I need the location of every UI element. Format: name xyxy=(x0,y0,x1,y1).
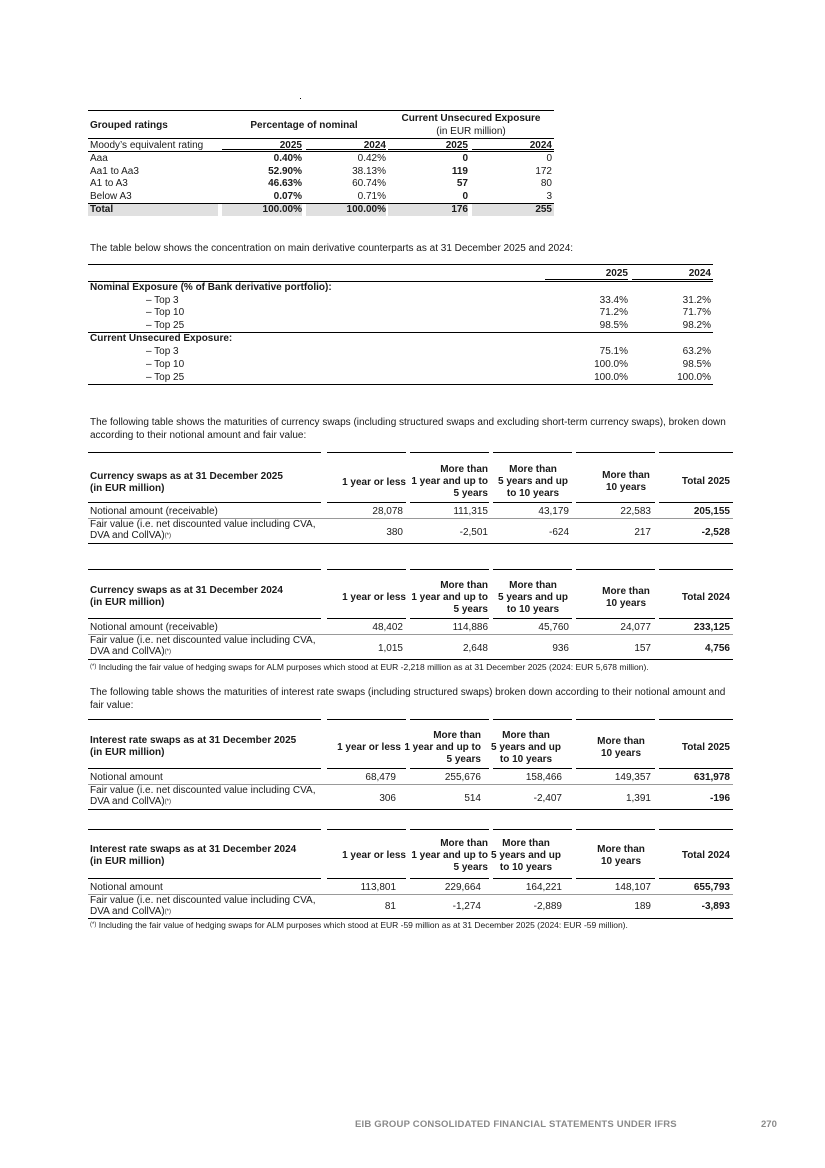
col-header-3: to 10 years xyxy=(499,862,553,873)
rating-value: 38.13% xyxy=(352,166,386,177)
cell-value: 68,479 xyxy=(365,772,396,783)
col-header-4: More than xyxy=(602,470,650,481)
rating-value: 3 xyxy=(546,191,552,202)
cell-value: 655,793 xyxy=(693,882,730,893)
col-header-total: Total 2025 xyxy=(681,742,730,753)
conc-value: 98.5% xyxy=(682,359,711,370)
interest-rate-swaps-2025-table xyxy=(0,719,825,814)
col-header-3: 5 years and up xyxy=(497,592,569,603)
cell-value: 1,391 xyxy=(625,793,651,804)
cell-value: -3,893 xyxy=(701,901,730,912)
table-title: Currency swaps as at 31 December 2025 xyxy=(90,471,283,482)
footnote: (*) Including the fair value of hedging swaps for ALM purposes which stood at EUR -59 million as at 31 December 2025 (2024: EUR -59 million). xyxy=(90,920,628,930)
conc-row-label: – Top 10 xyxy=(146,359,185,370)
total-value: 100.00% xyxy=(346,204,386,215)
header-grouped-ratings: Grouped ratings xyxy=(90,120,168,131)
cell-value: -2,889 xyxy=(533,901,562,912)
cell-value: 936 xyxy=(552,643,569,654)
col-header-3: More than xyxy=(502,838,550,849)
cell-value: 158,466 xyxy=(525,772,562,783)
col-header-1: 1 year or less xyxy=(342,477,406,488)
conc-value: 31.2% xyxy=(682,295,711,306)
rating-label: Aaa xyxy=(90,153,108,164)
currency-swaps-2025-table xyxy=(0,452,825,547)
table-title: Currency swaps as at 31 December 2024 xyxy=(90,585,283,596)
row-label: DVA and CollVA)(*) xyxy=(90,906,172,917)
row-label: Notional amount (receivable) xyxy=(90,622,218,633)
rating-label: Below A3 xyxy=(90,191,132,202)
col-header-2: 5 years xyxy=(446,754,481,765)
stray-dot xyxy=(300,98,301,99)
cell-value: 380 xyxy=(386,527,403,538)
col-header-total: Total 2024 xyxy=(681,850,730,861)
footnote: (*) Including the fair value of hedging swaps for ALM purposes which stood at EUR -2,218 million as at 31 December 2025 (2024: EUR 5,678 million). xyxy=(90,662,649,672)
paragraph: The table below shows the concentration on main derivative counterparts as at 31 December 2025 and 2024: xyxy=(90,243,574,254)
cell-value: 4,756 xyxy=(704,643,730,654)
col-header-3: More than xyxy=(509,580,557,591)
subheader-label: Moody’s equivalent rating xyxy=(90,140,204,151)
header-current-exposure-unit: (in EUR million) xyxy=(436,126,506,137)
cell-value: 28,078 xyxy=(372,506,403,517)
col-header-1: 1 year or less xyxy=(342,850,406,861)
cell-value: 205,155 xyxy=(693,506,730,517)
footer-title: EIB GROUP CONSOLIDATED FINANCIAL STATEMENTS UNDER IFRS xyxy=(355,1119,677,1130)
table-title-unit: (in EUR million) xyxy=(90,747,165,758)
cell-value: 45,760 xyxy=(538,622,569,633)
row-label: DVA and CollVA)(*) xyxy=(90,646,172,657)
col-header-2: 1 year and up to xyxy=(411,592,488,603)
rating-value: 57 xyxy=(456,178,468,189)
cell-value: 111,315 xyxy=(453,506,488,517)
col-header-2: 1 year and up to xyxy=(411,850,488,861)
cell-value: 229,664 xyxy=(444,882,481,893)
rating-value: 80 xyxy=(540,178,552,189)
cell-value: 24,077 xyxy=(620,622,651,633)
cell-value: 48,402 xyxy=(372,622,403,633)
conc-row-label: – Top 25 xyxy=(146,320,185,331)
cell-value: 114,886 xyxy=(452,622,488,633)
col-header-4: More than xyxy=(597,736,645,747)
cell-value: 306 xyxy=(379,793,396,804)
rating-value: 60.74% xyxy=(352,178,386,189)
year-col: 2024 xyxy=(363,140,386,151)
cell-value: 2,648 xyxy=(462,643,488,654)
cell-value: -624 xyxy=(548,527,569,538)
table-title-unit: (in EUR million) xyxy=(90,483,165,494)
total-value: 176 xyxy=(451,204,468,215)
rating-value: 172 xyxy=(535,166,552,177)
nominal-exposure-label: Nominal Exposure (% of Bank derivative portfolio): xyxy=(90,282,332,293)
current-exposure-label: Current Unsecured Exposure: xyxy=(90,333,233,344)
row-label: Notional amount xyxy=(90,882,163,893)
year-col: 2024 xyxy=(688,268,711,279)
col-header-3: to 10 years xyxy=(499,754,553,765)
rating-value: 0 xyxy=(462,191,468,202)
conc-row-label: – Top 10 xyxy=(146,307,185,318)
col-header-4: More than xyxy=(597,844,645,855)
col-header-4: More than xyxy=(602,586,650,597)
cell-value: 631,978 xyxy=(693,772,730,783)
total-label: Total xyxy=(90,204,114,215)
cell-value: -1,274 xyxy=(452,901,481,912)
interest-rate-swaps-2024-table xyxy=(0,829,825,924)
cell-value: 113,801 xyxy=(360,882,396,893)
conc-value: 98.5% xyxy=(599,320,628,331)
cell-value: 233,125 xyxy=(693,622,730,633)
row-label: DVA and CollVA)(*) xyxy=(90,530,172,541)
conc-value: 100.0% xyxy=(594,359,628,370)
page-number: 270 xyxy=(761,1119,777,1130)
year-col: 2024 xyxy=(529,140,552,151)
conc-value: 63.2% xyxy=(682,346,711,357)
conc-row-label: – Top 3 xyxy=(146,295,179,306)
cell-value: 164,221 xyxy=(525,882,562,893)
conc-row-label: – Top 25 xyxy=(146,372,185,383)
col-header-4: 10 years xyxy=(605,482,647,493)
col-header-3: 5 years and up xyxy=(497,476,569,487)
col-header-3: More than xyxy=(502,730,550,741)
table-title: Interest rate swaps as at 31 December 2025 xyxy=(90,735,297,746)
col-header-2: More than xyxy=(440,580,488,591)
cell-value: -2,528 xyxy=(701,527,730,538)
row-label: Fair value (i.e. net discounted value including CVA, xyxy=(90,635,316,646)
cell-value: 189 xyxy=(634,901,651,912)
col-header-1: 1 year or less xyxy=(337,742,401,753)
cell-value: 22,583 xyxy=(620,506,651,517)
col-header-2: More than xyxy=(440,838,488,849)
rating-value: 0 xyxy=(462,153,468,164)
table-title-unit: (in EUR million) xyxy=(90,856,165,867)
col-header-2: 5 years xyxy=(453,862,488,873)
row-label: Fair value (i.e. net discounted value including CVA, xyxy=(90,519,316,530)
conc-value: 71.7% xyxy=(682,307,711,318)
col-header-4: 10 years xyxy=(600,748,642,759)
conc-value: 71.2% xyxy=(599,307,628,318)
row-label: Notional amount xyxy=(90,772,163,783)
cell-value: 81 xyxy=(384,901,396,912)
cell-value: -196 xyxy=(709,793,730,804)
col-header-2: 5 years xyxy=(453,604,488,615)
currency-swaps-2024-table xyxy=(0,569,825,664)
conc-value: 98.2% xyxy=(682,320,711,331)
rating-label: Aa1 to Aa3 xyxy=(90,166,139,177)
rating-value: 46.63% xyxy=(268,178,302,189)
rating-value: 0.71% xyxy=(357,191,386,202)
rating-label: A1 to A3 xyxy=(90,178,128,189)
col-header-3: 5 years and up xyxy=(490,742,562,753)
cell-value: 148,107 xyxy=(614,882,651,893)
cell-value: 255,676 xyxy=(444,772,481,783)
cell-value: -2,501 xyxy=(459,527,488,538)
year-col: 2025 xyxy=(279,140,302,151)
col-header-3: to 10 years xyxy=(506,604,560,615)
cell-value: 514 xyxy=(464,793,481,804)
row-label: DVA and CollVA)(*) xyxy=(90,796,172,807)
rating-value: 0.40% xyxy=(273,153,302,164)
col-header-4: 10 years xyxy=(605,598,647,609)
col-header-total: Total 2024 xyxy=(681,592,730,603)
row-label: Fair value (i.e. net discounted value including CVA, xyxy=(90,785,316,796)
cell-value: 157 xyxy=(634,643,651,654)
col-header-2: 1 year and up to xyxy=(411,476,488,487)
cell-value: 1,015 xyxy=(377,643,403,654)
conc-value: 33.4% xyxy=(599,295,628,306)
cell-value: 217 xyxy=(634,527,651,538)
row-label: Fair value (i.e. net discounted value including CVA, xyxy=(90,895,316,906)
paragraph: The following table shows the maturities of currency swaps (including structured swaps and excluding short-term currency swaps), broken down according to their notional amount and fair value: xyxy=(90,417,726,441)
rating-value: 0.42% xyxy=(357,153,386,164)
rating-value: 119 xyxy=(451,166,468,177)
rating-value: 52.90% xyxy=(268,166,302,177)
table-title: Interest rate swaps as at 31 December 2024 xyxy=(90,844,297,855)
cell-value: 149,357 xyxy=(614,772,651,783)
col-header-4: 10 years xyxy=(600,856,642,867)
col-header-3: More than xyxy=(509,464,557,475)
col-header-3: to 10 years xyxy=(506,488,560,499)
cell-value: -2,407 xyxy=(533,793,562,804)
conc-row-label: – Top 3 xyxy=(146,346,179,357)
rating-value: 0 xyxy=(546,153,552,164)
total-value: 255 xyxy=(535,204,552,215)
total-value: 100.00% xyxy=(262,204,302,215)
table-title-unit: (in EUR million) xyxy=(90,597,165,608)
col-header-2: 1 year and up to xyxy=(404,742,481,753)
rating-value: 0.07% xyxy=(273,191,302,202)
col-header-2: More than xyxy=(440,464,488,475)
col-header-total: Total 2025 xyxy=(681,476,730,487)
col-header-2: More than xyxy=(433,730,481,741)
conc-value: 75.1% xyxy=(599,346,628,357)
col-header-2: 5 years xyxy=(453,488,488,499)
col-header-1: 1 year or less xyxy=(342,592,406,603)
year-col: 2025 xyxy=(445,140,468,151)
col-header-3: 5 years and up xyxy=(490,850,562,861)
year-col: 2025 xyxy=(605,268,628,279)
row-label: Notional amount (receivable) xyxy=(90,506,218,517)
cell-value: 43,179 xyxy=(538,506,569,517)
conc-value: 100.0% xyxy=(594,372,628,383)
header-current-exposure: Current Unsecured Exposure xyxy=(401,113,541,124)
conc-value: 100.0% xyxy=(677,372,711,383)
header-percentage-nominal: Percentage of nominal xyxy=(250,120,358,131)
paragraph: The following table shows the maturities of interest rate swaps (including structured swaps) broken down according to their notional amount and fair value: xyxy=(90,687,726,711)
